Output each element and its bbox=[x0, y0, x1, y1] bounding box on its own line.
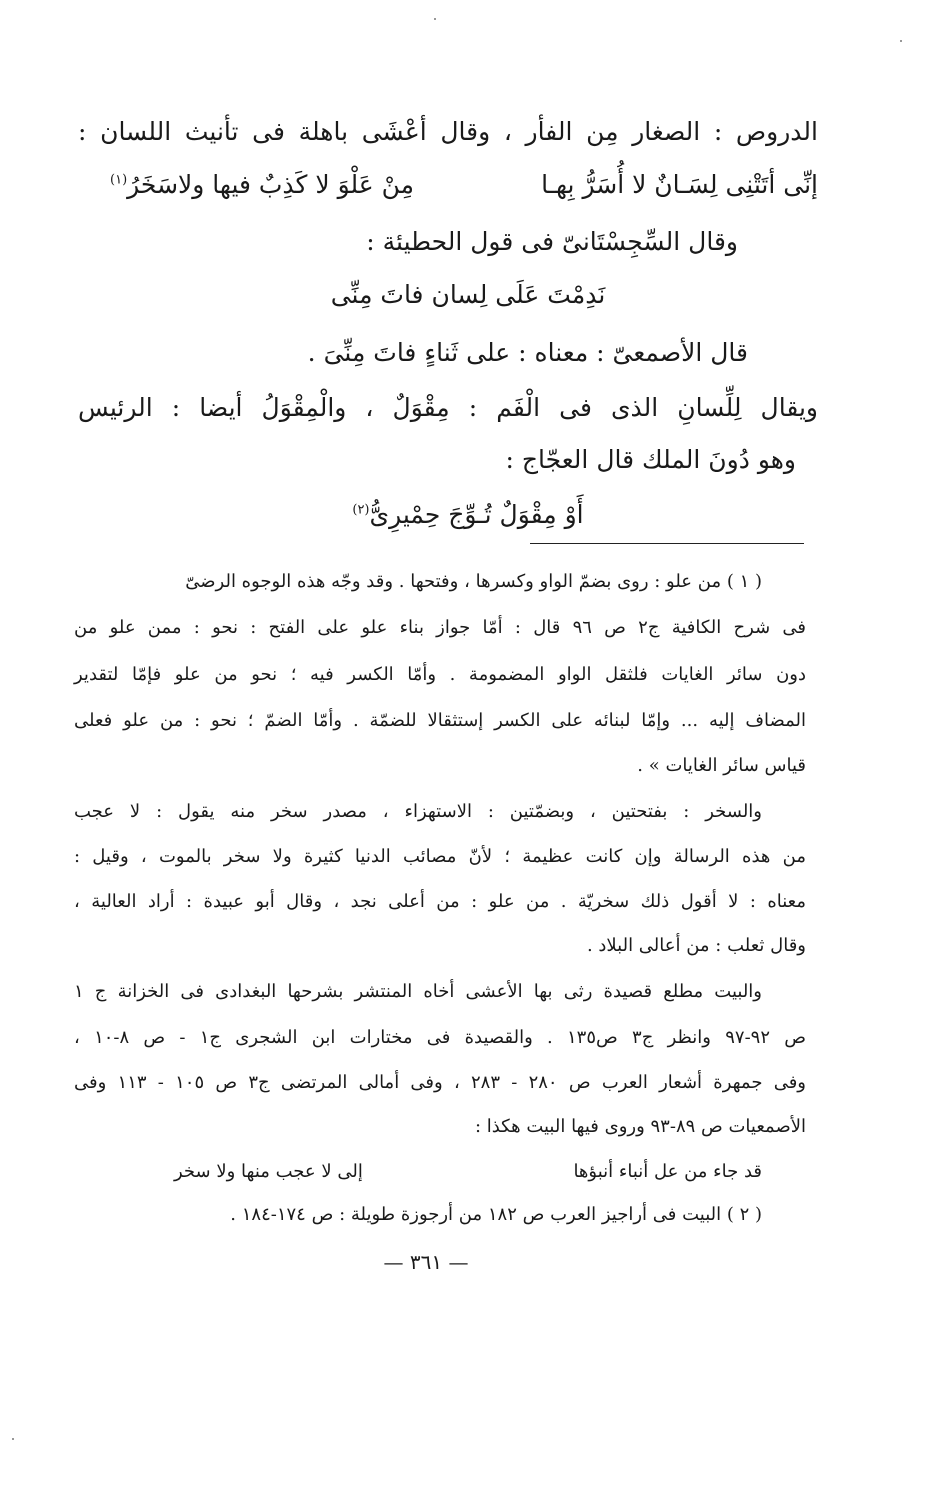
verse-1-hemistich-right: إنِّى أتَتْنِى لِسَـانٌ لا أُسَرُّ بِهـا bbox=[541, 170, 818, 199]
main-line: وهو دُونَ الملك قال العجّاج : bbox=[505, 445, 796, 474]
footnote-separator bbox=[530, 543, 804, 544]
footnote-line: فى شرح الكافية ج٢ ص ٩٦ قال : أمّا جواز بناء علو على الفتح : نحو : ممن علو من bbox=[74, 617, 806, 638]
main-line: ويقال لِلِّسانِ الذى فى الْفَم : مِقْوَلٌ ، والْمِقْوَلُ أيضا : الرئيس bbox=[78, 393, 818, 422]
footnote-line: ص ٩٢-٩٧ وانظر ج٣ ص١٣٥ . والقصيدة فى مختارات ابن الشجرى ج١ - ص ٨-١٠ ، bbox=[74, 1027, 807, 1048]
footnote-line: الأصمعيات ص ٨٩-٩٣ وروى فيها البيت هكذا : bbox=[474, 1116, 806, 1137]
footnote-line: وقال ثعلب : من أعالى البلاد . bbox=[586, 935, 806, 956]
quoted-verse bbox=[174, 1158, 762, 1185]
footnote-line: دون سائر الغايات فلثقل الواو المضمومة . وأمّا الكسر فيه ؛ نحو من علو فإمّا لتقدير bbox=[74, 664, 806, 685]
quoted-verse-hemistich-right: قد جاء من عل أنباء أنبؤها bbox=[573, 1161, 762, 1182]
footnote-line: والبيت مطلع قصيدة رثى بها الأعشى أخاه المنتشر بشرحها البغدادى فى الخزانة ج ١ bbox=[74, 981, 762, 1002]
verse-1-left-text: مِنْ عَلْوَ لا كَذِبٌ فيها ولاسَخَرُ bbox=[127, 170, 415, 199]
main-line: الدروص : الصغار مِن الفأر ، وقال أعْشَى باهلة فى تأنيث اللسان : bbox=[78, 117, 818, 146]
footnote-line: معناه : لا أقول ذلك سخريّة . من علو : من أعلى نجد ، وقال أبو عبيدة : أراد العالية ، bbox=[74, 891, 806, 912]
verse-ajjaj-text: أَوْ مِقْوَلٌ تُـوِّجَ حِمْيرِىُّ bbox=[369, 500, 584, 529]
verse-1 bbox=[110, 166, 818, 204]
scan-speck bbox=[12, 1438, 14, 1440]
footnote-line: من هذه الرسالة وإن كانت عظيمة ؛ لأنّ مصائب الدنيا كثيرة ولا سخر بالموت ، وقيل : bbox=[74, 846, 806, 867]
footnote-line: قياس سائر الغايات » . bbox=[637, 755, 806, 776]
main-line: وقال السِّجِسْتَانىّ فى قول الحطيئة : bbox=[366, 227, 738, 256]
footnote-marker-2: (٢) bbox=[352, 502, 370, 518]
scan-speck bbox=[900, 40, 902, 42]
footnote-line: ( ٢ ) البيت فى أراجيز العرب ص ١٨٢ من أرجوزة طويلة : ص ١٧٤-١٨٤ . bbox=[230, 1204, 762, 1225]
scan-speck bbox=[434, 18, 436, 20]
footnote-line: ( ١ ) من علو : روى بضمّ الواو وكسرها ، وفتحها . وقد وجّه هذه الوجوه الرضىّ bbox=[185, 571, 762, 592]
verse-1-hemistich-left bbox=[110, 166, 414, 204]
verse-hatiah: نَدِمْتَ عَلَى لِسان فاتَ مِنِّى bbox=[330, 280, 606, 309]
footnote-marker-1: (١) bbox=[110, 172, 128, 188]
footnote-line: والسخر : بفتحتين ، وبضمّتين : الاستهزاء ، مصدر سخر منه يقول : لا عجب bbox=[74, 801, 762, 822]
footnote-line: المضاف إليه ... وإمّا لبنائه على الكسر إستثقالا للضمّة . وأمّا الضمّ ؛ نحو : من علو فعلى bbox=[74, 710, 806, 731]
quoted-verse-hemistich-left: إلى لا عجب منها ولا سخر bbox=[174, 1161, 363, 1182]
verse-ajjaj bbox=[118, 496, 818, 534]
page-number: — ٣٦١ — bbox=[383, 1250, 469, 1274]
main-line: قال الأصمعىّ : معناه : على ثَناءٍ فاتَ مِنِّىَ . bbox=[307, 338, 748, 367]
footnote-line: وفى جمهرة أشعار العرب ص ٢٨٠ - ٢٨٣ ، وفى أمالى المرتضى ج٣ ص ١٠٥ - ١١٣ وفى bbox=[74, 1072, 807, 1093]
